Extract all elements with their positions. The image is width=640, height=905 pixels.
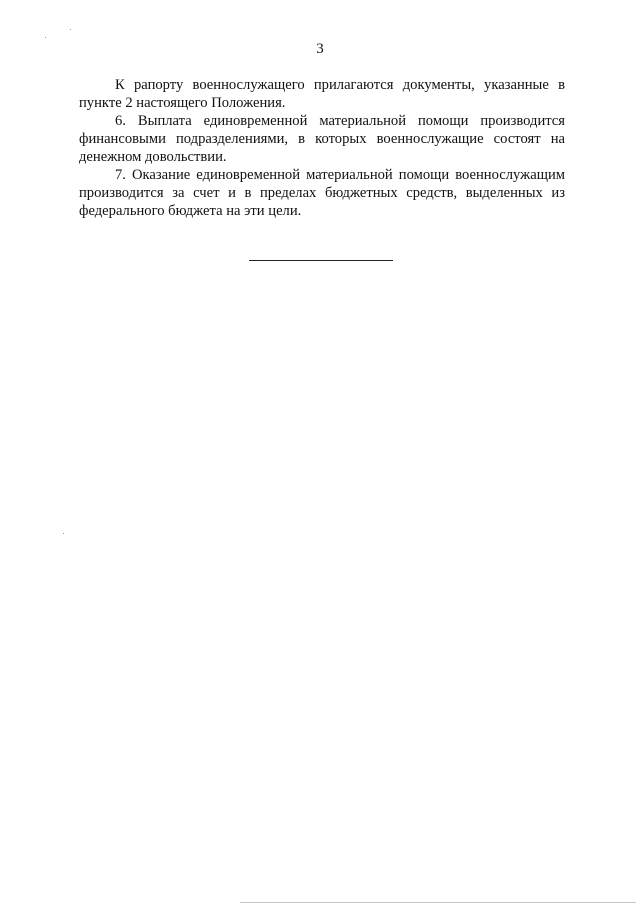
scan-speck bbox=[70, 29, 71, 30]
scan-speck bbox=[45, 37, 46, 38]
scan-edge bbox=[240, 902, 636, 903]
paragraph-7-funding: 7. Оказание единовременной материальной помощи военнослужащим производится за счет и в пределах бюджетных средств, выделенных из федерального бюджета на эти цели. bbox=[79, 167, 565, 219]
paragraph-attachments: К рапорту военнослужащего прилагаются документы, указанные в пункте 2 настоящего Положения. bbox=[79, 77, 565, 111]
paragraph-6-payment: 6. Выплата единовременной материальной помощи производится финансовыми подразделениями, в которых военнослужащие состоят на денежном довольствии. bbox=[79, 113, 565, 165]
scan-speck bbox=[63, 533, 64, 534]
page-number: 3 bbox=[316, 41, 324, 57]
document-body bbox=[79, 76, 565, 220]
closing-rule bbox=[249, 260, 393, 261]
